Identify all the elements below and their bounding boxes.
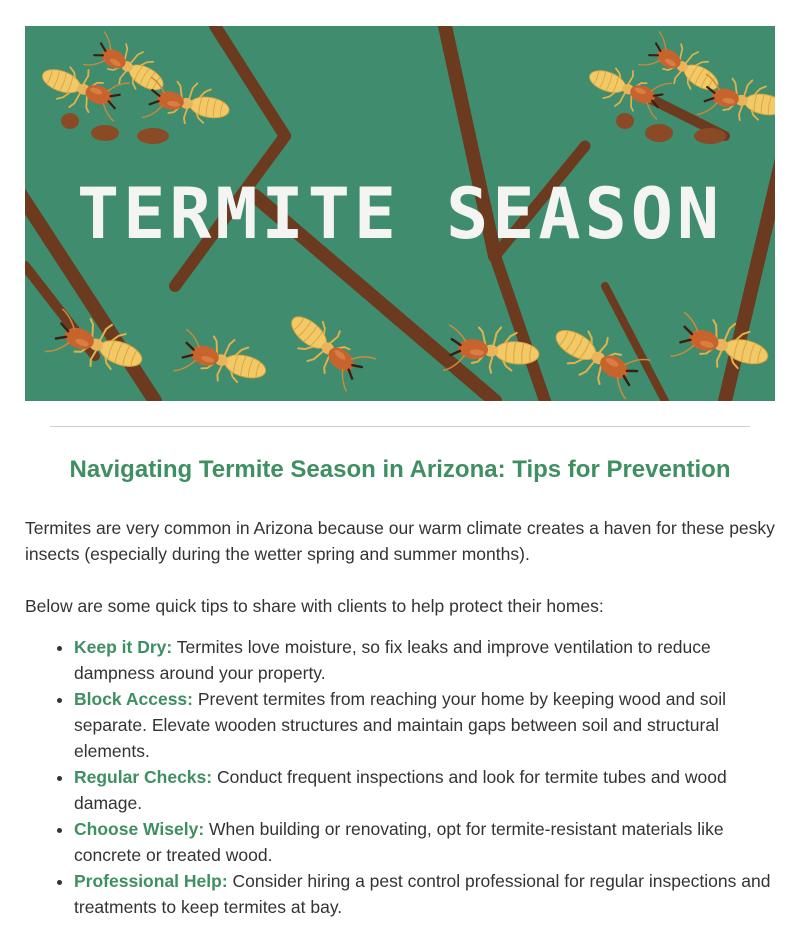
list-item bbox=[74, 868, 775, 920]
tip-label: Block Access: bbox=[74, 689, 193, 709]
tip-label: Choose Wisely: bbox=[74, 819, 205, 839]
tip-label: Professional Help: bbox=[74, 871, 228, 891]
tips-list bbox=[25, 634, 775, 920]
lead-in-paragraph: Below are some quick tips to share with clients to help protect their homes: bbox=[25, 596, 604, 616]
tip-text: When building or renovating, opt for termite-resistant materials like concrete or treated wood. bbox=[74, 819, 724, 865]
tip-label: Regular Checks: bbox=[74, 767, 213, 787]
tip-label: Keep it Dry: bbox=[74, 637, 173, 657]
tip-text: Termites love moisture, so fix leaks and improve ventilation to reduce dampness around your property. bbox=[74, 637, 711, 683]
list-item bbox=[74, 634, 775, 686]
banner-title: TERMITE SEASON bbox=[76, 173, 723, 255]
tip-text: Consider hiring a pest control professional for regular inspections and treatments to keep termites at bay. bbox=[74, 871, 771, 917]
dirt-pellet-icon bbox=[61, 113, 726, 144]
intro-paragraph: Termites are very common in Arizona because our warm climate creates a haven for these pesky insects (especially during the wetter spring and summer months). bbox=[25, 518, 775, 564]
tip-text: Conduct frequent inspections and look for termite tubes and wood damage. bbox=[74, 767, 727, 813]
list-item bbox=[74, 764, 775, 816]
article-heading: Navigating Termite Season in Arizona: Tips for Prevention bbox=[69, 456, 731, 483]
list-item bbox=[74, 816, 775, 868]
tip-text: Prevent termites from reaching your home by keeping wood and soil separate. Elevate wooden structures and maintain gaps between soil and structural elements. bbox=[74, 689, 727, 761]
divider bbox=[50, 426, 750, 427]
termite-season-banner bbox=[25, 26, 775, 401]
list-item bbox=[74, 686, 775, 764]
